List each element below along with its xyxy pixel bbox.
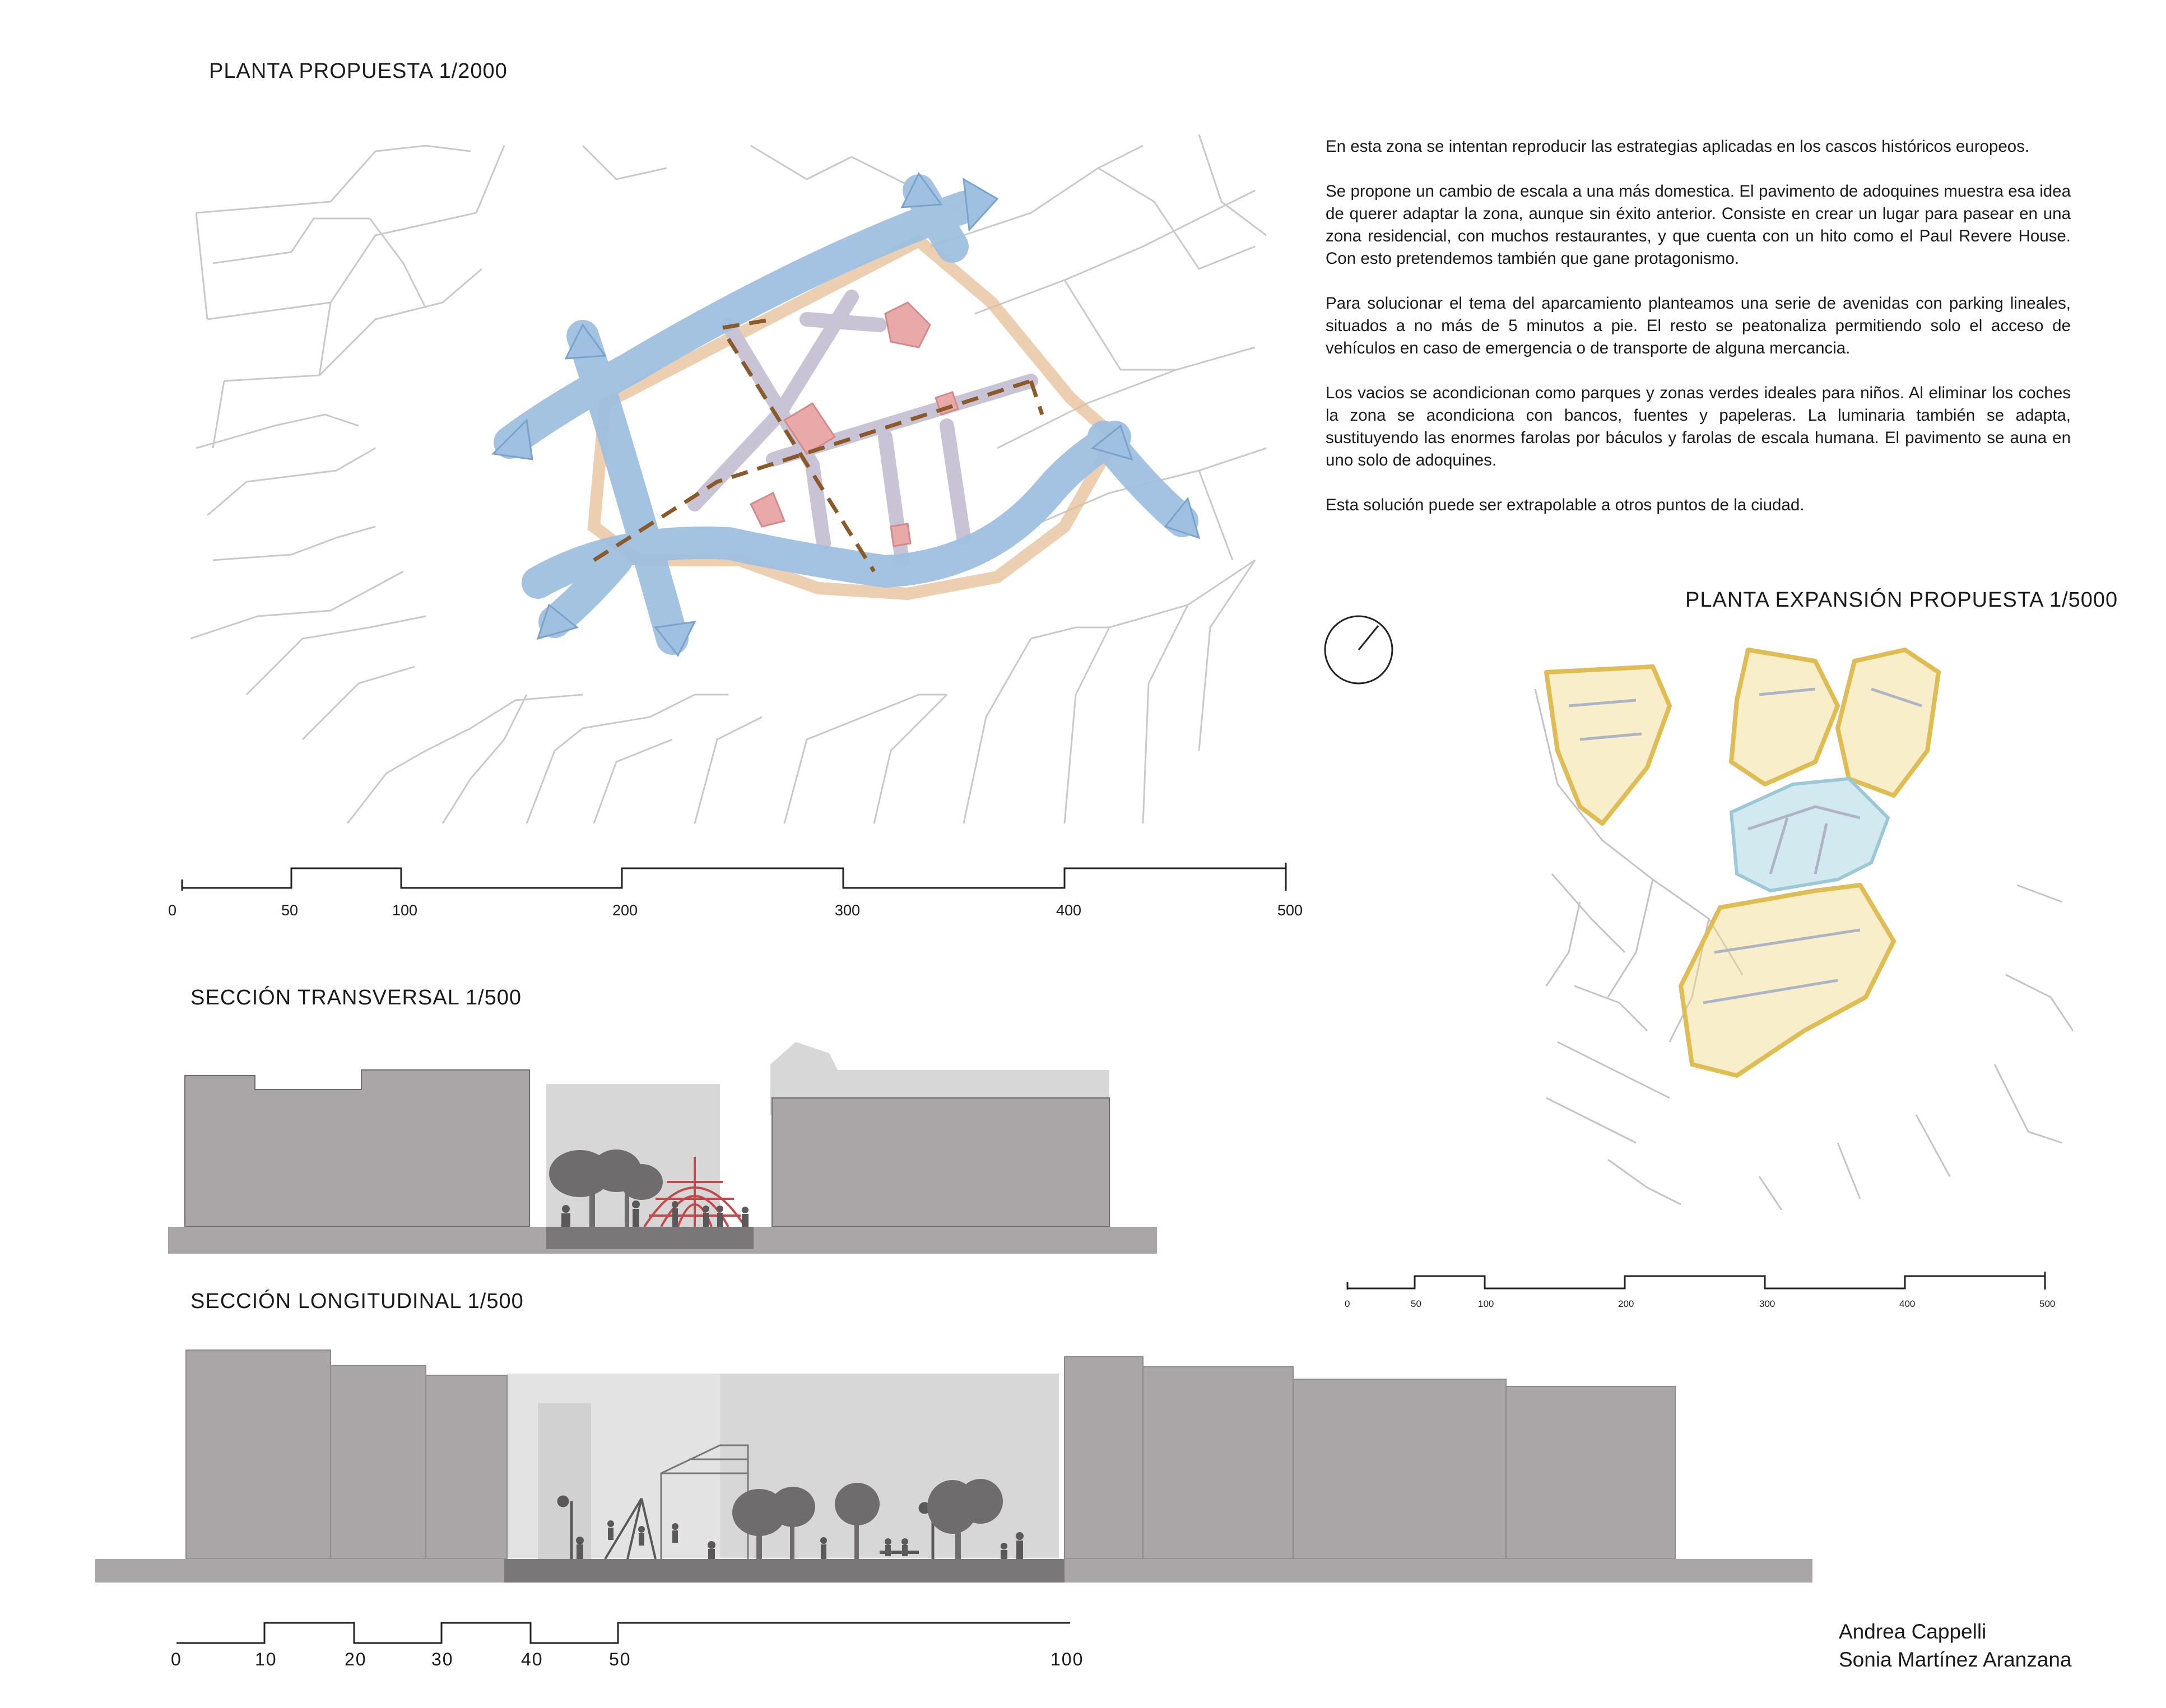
authors	[1839, 1618, 2071, 1674]
expansion-scale-label: 0	[1345, 1299, 1350, 1309]
seccion-transversal-drawing	[168, 1031, 1160, 1260]
seccion-transversal-title: SECCIÓN TRANSVERSAL 1/500	[190, 986, 522, 1009]
planta-scale-label: 300	[835, 902, 861, 919]
planta-expansion-map	[1524, 639, 2073, 1210]
author-name: Andrea Cappelli	[1839, 1620, 1987, 1643]
expansion-scale-label: 300	[1759, 1299, 1775, 1309]
description-text	[1326, 136, 2071, 539]
description-paragraph-1: En esta zona se intentan reproducir las estrategias aplicadas en los cascos históricos europeos.	[1326, 137, 2030, 156]
seccion-scale-bar	[174, 1616, 1076, 1650]
planta-scale-label: 200	[612, 902, 638, 919]
seccion-scale-label: 100	[1051, 1649, 1084, 1669]
description-paragraph-3: Para solucionar el tema del aparcamiento planteamos una serie de avenidas con parking lineales, situados a no más de 5 minutos a pie. El resto se peatonaliza permitiendo solo el acceso de vehículos en caso de emergencia o de transporte de alguna mercancia.	[1326, 294, 2071, 357]
expansion-scale-label: 400	[1899, 1299, 1916, 1309]
planta-scale-bar	[179, 863, 1300, 896]
seccion-scale-label: 50	[609, 1649, 631, 1669]
planta-scale-label: 50	[281, 902, 299, 919]
expansion-scale-label: 50	[1411, 1299, 1421, 1309]
expansion-scale-bar	[1345, 1272, 2062, 1294]
seccion-scale-label: 40	[521, 1649, 543, 1669]
seccion-scale-label: 30	[431, 1649, 454, 1669]
expansion-scale-label: 200	[1618, 1299, 1634, 1309]
seccion-scale-label: 10	[255, 1649, 277, 1669]
author-name: Sonia Martínez Aranzana	[1839, 1648, 2072, 1671]
seccion-scale-label: 20	[345, 1649, 367, 1669]
planta-propuesta-map	[190, 134, 1266, 823]
planta-expansion-title: PLANTA EXPANSIÓN PROPUESTA 1/5000	[1685, 588, 2118, 612]
planta-scale-label: 500	[1277, 902, 1303, 919]
planta-scale-label: 100	[392, 902, 418, 919]
planta-propuesta-title: PLANTA PROPUESTA 1/2000	[209, 59, 508, 83]
seccion-longitudinal-title: SECCIÓN LONGITUDINAL 1/500	[190, 1290, 524, 1313]
seccion-longitudinal-drawing	[90, 1339, 1815, 1585]
description-paragraph-2: Se propone un cambio de escala a una más domestica. El pavimento de adoquines muestra esa idea de querer adaptar la zona, aunque sin éxito anterior. Consiste en crear un lugar para pasear en una zona residencial, con muchos restaurantes, y que cuenta con un hito como el Paul Revere House. Con esto pretendemos también que gane protagonismo.	[1326, 182, 2071, 268]
expansion-scale-label: 500	[2039, 1299, 2056, 1309]
description-paragraph-4: Los vacios se acondicionan como parques y zonas verdes ideales para niños. Al eliminar los coches la zona se acondiciona con bancos, fuentes y papeleras. La luminaria también se adapta, sustituyendo las enormes farolas por báculos y farolas de escala humana. El pavimento se auna en uno solo de adoquines.	[1326, 384, 2071, 469]
seccion-scale-label: 0	[171, 1649, 182, 1669]
planta-scale-label: 400	[1056, 902, 1082, 919]
planta-scale-label: 0	[168, 902, 177, 919]
north-arrow-icon	[1322, 613, 1395, 686]
description-paragraph-5: Esta solución puede ser extrapolable a otros puntos de la ciudad.	[1326, 496, 1805, 514]
expansion-scale-label: 100	[1478, 1299, 1494, 1309]
